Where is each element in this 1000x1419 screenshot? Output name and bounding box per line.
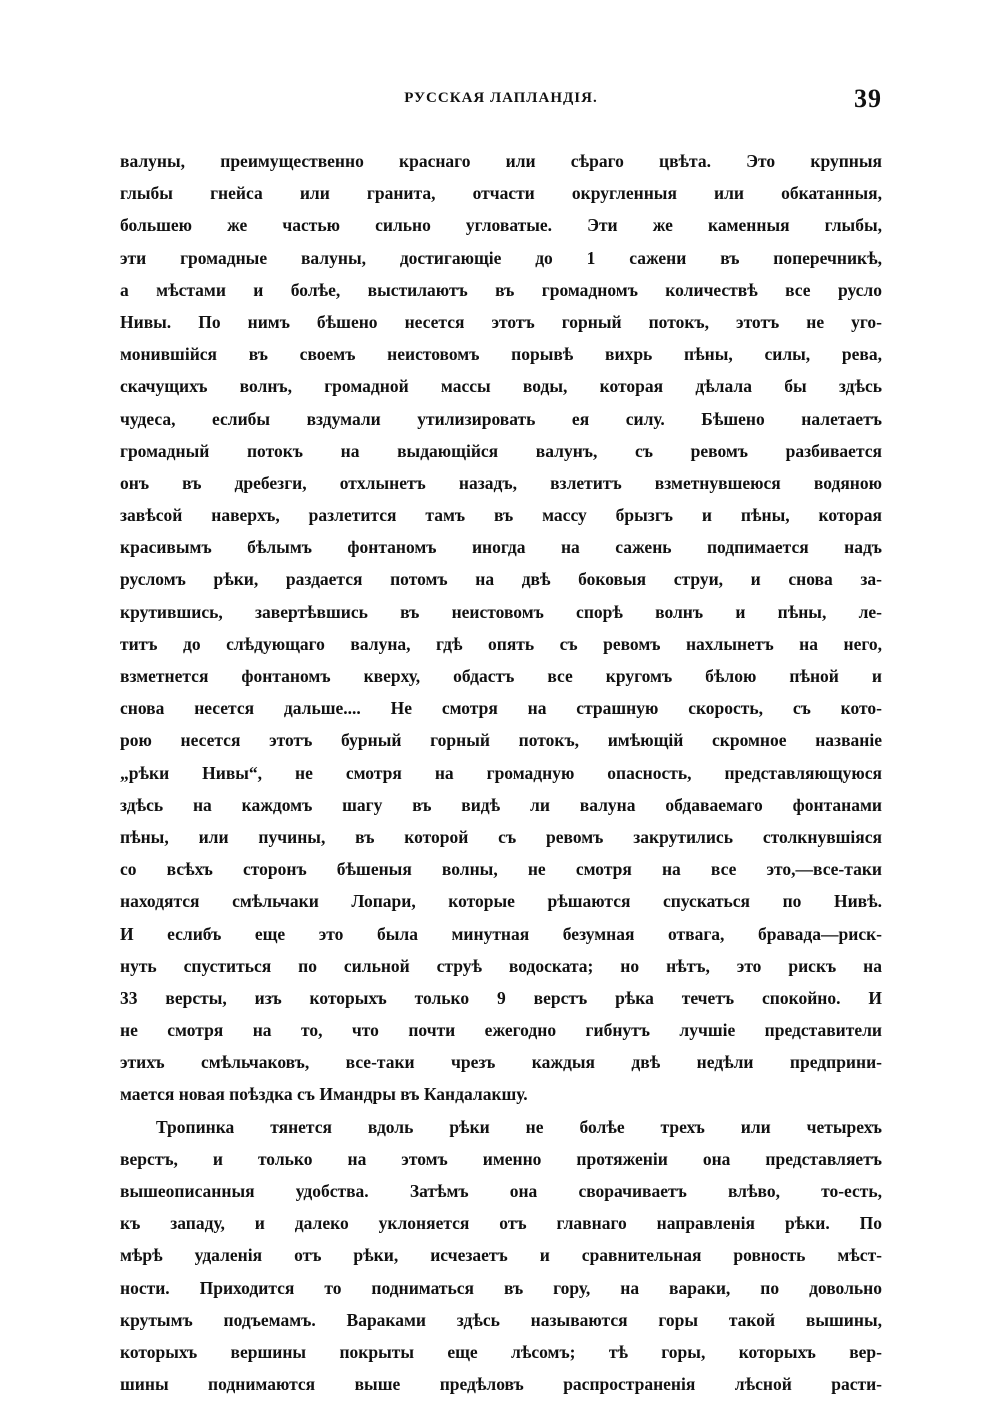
body-text xyxy=(120,145,882,1400)
text-line: мается новая поѣздка съ Имандры въ Кандалакшу. xyxy=(120,1084,528,1105)
text-line: валуны, преимущественно краснаго или сѣраго цвѣта. Это крупныя xyxy=(120,151,882,171)
text-line: мѣрѣ удаленія отъ рѣки, исчезаетъ и сравнительная ровность мѣст- xyxy=(120,1245,882,1266)
text-line: эти громадные валуны, достигающіе до 1 сажени въ поперечникѣ, xyxy=(120,247,882,268)
text-line: завѣсой наверхъ, разлетится тамъ въ массу брызгъ и пѣны, которая xyxy=(120,505,882,526)
text-line: пѣны, или пучины, въ которой съ ревомъ закрутились столкнувшіяся xyxy=(120,826,882,847)
paragraph-2 xyxy=(120,1111,882,1401)
text-line: рою несется этотъ бурный горный потокъ, имѣющій скромное названіе xyxy=(120,730,882,751)
text-line: верстъ, и только на этомъ именно протяженіи она представляетъ xyxy=(120,1148,882,1169)
text-line: русломъ рѣки, раздается потомъ на двѣ боковыя струи, и снова за- xyxy=(120,569,882,590)
text-line: крутымъ подъемамъ. Вараками здѣсь называются горы такой вышины, xyxy=(120,1309,882,1330)
text-line: глыбы гнейса или гранита, отчасти округленныя или обкатанныя, xyxy=(120,183,882,204)
running-title: РУССКАЯ ЛАПЛАНДІЯ. xyxy=(404,90,598,106)
text-line: И еслибъ еще это была минутная безумная отвага, бравада—риск- xyxy=(120,923,882,944)
text-line: вышеописанныя удобства. Затѣмъ она сворачиваетъ влѣво, то-есть, xyxy=(120,1181,882,1201)
text-line: къ западу, и далеко уклоняется отъ главнаго направленія рѣки. По xyxy=(120,1213,882,1234)
text-line: „рѣки Нивы“, не смотря на громадную опасность, представляющуюся xyxy=(120,762,882,783)
text-line: а мѣстами и болѣе, выстилаютъ въ громадномъ количествѣ все русло xyxy=(120,279,882,300)
text-line: крутившись, завертѣвшись въ неистовомъ спорѣ волнъ и пѣны, ле- xyxy=(120,601,882,622)
text-line: красивымъ бѣлымъ фонтаномъ иногда на сажень подпимается надъ xyxy=(120,537,882,558)
text-line: которыхъ вершины покрыты еще лѣсомъ; тѣ горы, которыхъ вер- xyxy=(120,1341,882,1362)
text-line: онъ въ дребезги, отхлынетъ назадъ, взлетитъ взметнувшеюся водяною xyxy=(120,472,882,493)
text-line: со всѣхъ сторонъ бѣшеныя волны, не смотря на все это,—все-таки xyxy=(120,859,882,880)
text-line: громадный потокъ на выдающійся валунъ, съ ревомъ разбивается xyxy=(120,440,882,461)
text-line: снова несется дальше.... Не смотря на страшную скорость, съ кото- xyxy=(120,698,882,719)
text-line: скачущихъ волнъ, громадной массы воды, которая дѣлала бы здѣсь xyxy=(120,376,882,397)
text-line: титъ до слѣдующаго валуна, гдѣ опять съ ревомъ нахлынетъ на него, xyxy=(120,633,882,654)
text-line: 33 версты, изъ которыхъ только 9 верстъ рѣка течетъ спокойно. И xyxy=(120,987,882,1008)
page-number: 39 xyxy=(854,84,882,113)
paragraph-1 xyxy=(120,145,882,1111)
text-line: нуть спуститься по сильной струѣ водоската; но нѣтъ, это рискъ на xyxy=(120,955,882,976)
running-header xyxy=(120,84,882,118)
text-line: чудеса, еслибы вздумали утилизировать ея силу. Бѣшено налетаетъ xyxy=(120,408,882,429)
text-line: ности. Приходится то подниматься въ гору, на вараки, по довольно xyxy=(120,1277,882,1298)
text-line: этихъ смѣльчаковъ, все-таки чрезъ каждыя двѣ недѣли предприни- xyxy=(120,1052,882,1073)
text-line: монившійся въ своемъ неистовомъ порывѣ вихрь пѣны, силы, рева, xyxy=(120,344,882,365)
text-line: здѣсь на каждомъ шагу въ видѣ ли валуна обдаваемаго фонтанами xyxy=(120,794,882,815)
text-line: находятся смѣльчаки Лопари, которые рѣшаются спускаться по Нивѣ. xyxy=(120,891,882,912)
text-line: не смотря на то, что почти ежегодно гибнутъ лучшіе представители xyxy=(120,1020,882,1041)
text-line: Нивы. По нимъ бѣшено несется этотъ горный потокъ, этотъ не уго- xyxy=(120,311,882,332)
text-line: взметнется фонтаномъ кверху, обдастъ все кругомъ бѣлою пѣной и xyxy=(120,666,882,686)
text-line: Тропинка тянется вдоль рѣки не болѣе трехъ или четырехъ xyxy=(156,1116,882,1137)
text-line: шины поднимаются выше предѣловъ распространенія лѣсной расти- xyxy=(120,1374,882,1395)
text-line: большею же частью сильно угловатые. Эти же каменныя глыбы, xyxy=(120,215,882,236)
